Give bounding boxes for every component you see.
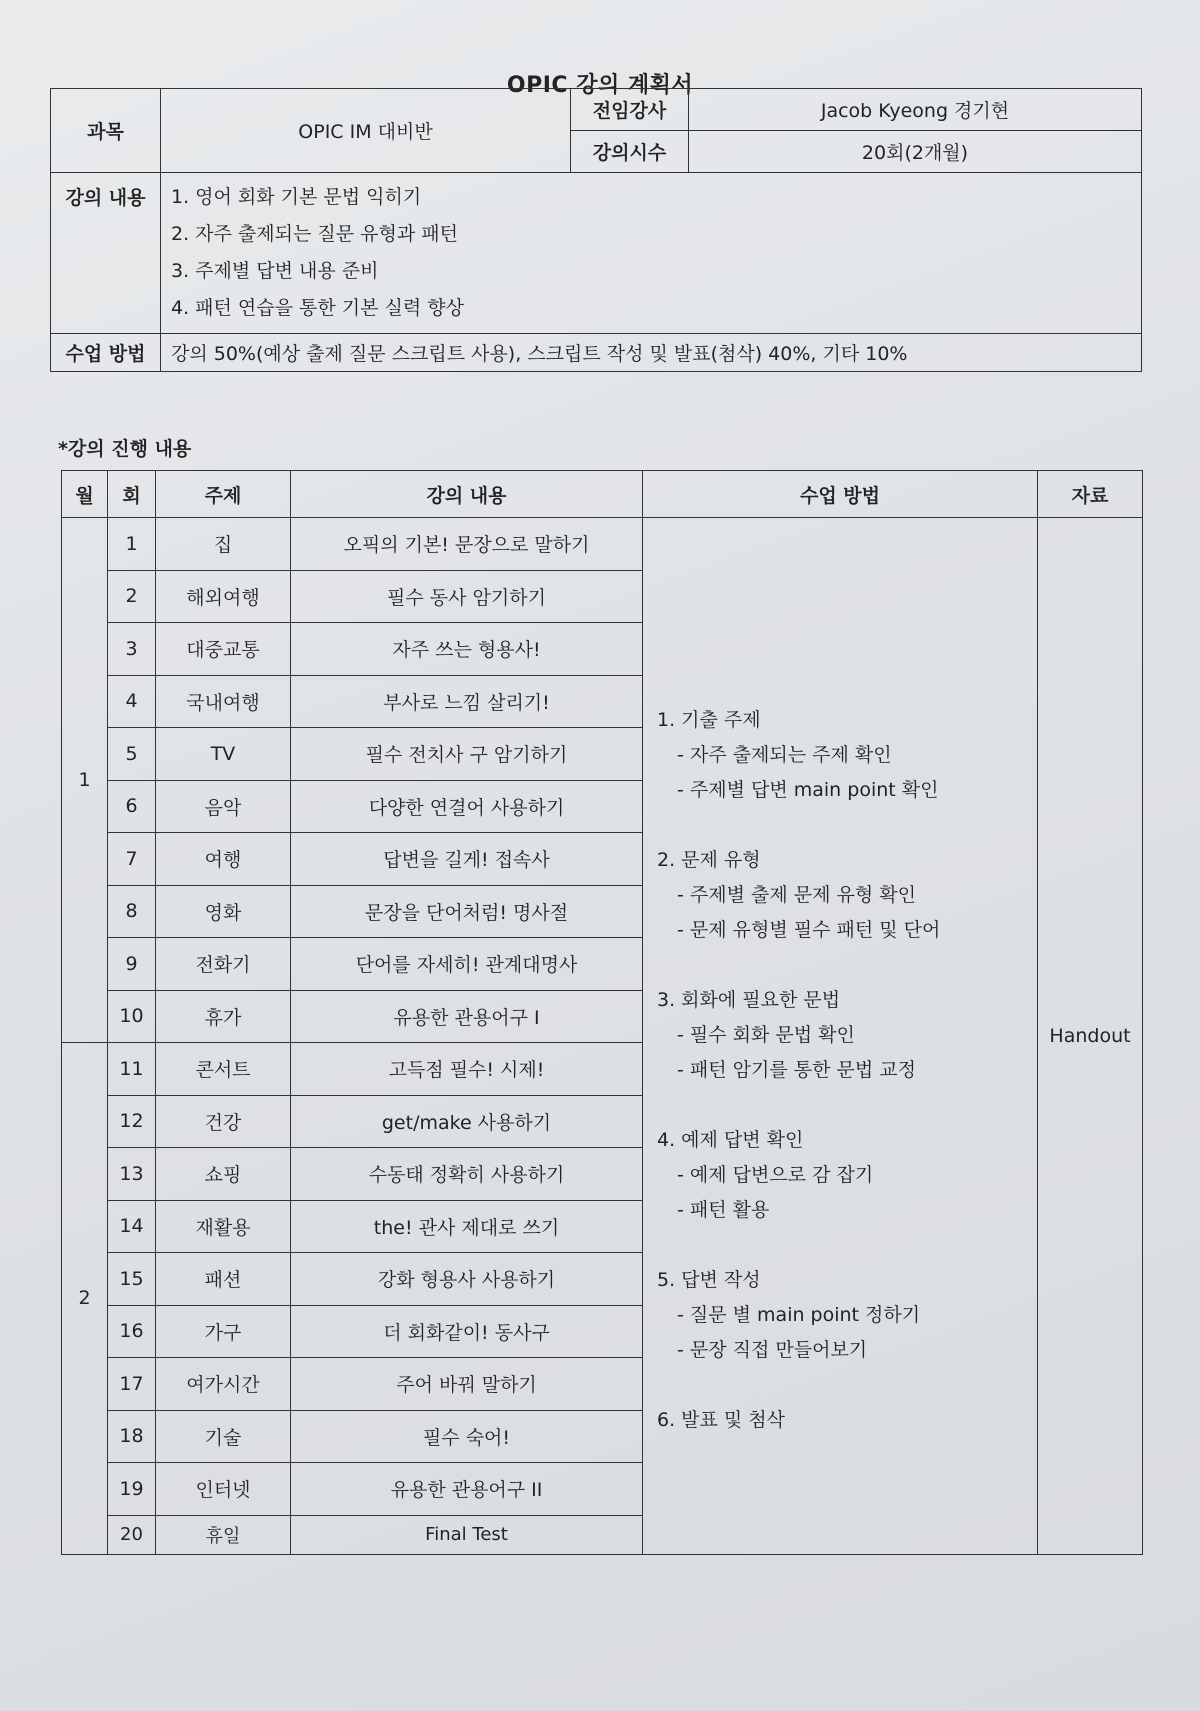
method-heading: 3. 회화에 필요한 문법 — [657, 989, 841, 1011]
session-topic: 집 — [156, 518, 291, 571]
method-item: - 필수 회화 문법 확인 — [677, 1024, 855, 1046]
session-content: 문장을 단어처럼! 명사절 — [291, 885, 643, 938]
content-item: 1. 영어 회화 기본 문법 익히기 — [171, 186, 422, 208]
session-content: 단어를 자세히! 관계대명사 — [291, 938, 643, 991]
session-no: 13 — [108, 1148, 156, 1201]
session-content: 오픽의 기본! 문장으로 말하기 — [291, 518, 643, 571]
session-no: 1 — [108, 518, 156, 571]
method-value: 강의 50%(예상 출제 질문 스크립트 사용), 스크립트 작성 및 발표(첨삭) 40%, 기타 10% — [161, 334, 1142, 372]
method-heading: 6. 발표 및 첨삭 — [657, 1409, 786, 1431]
method-heading: 1. 기출 주제 — [657, 709, 761, 731]
session-topic: 휴일 — [156, 1515, 291, 1554]
session-topic: 음악 — [156, 780, 291, 833]
header-session: 회 — [108, 471, 156, 518]
session-no: 15 — [108, 1253, 156, 1306]
material-cell: Handout — [1038, 518, 1143, 1555]
method-item: - 패턴 암기를 통한 문법 교정 — [677, 1059, 916, 1081]
session-topic: 휴가 — [156, 990, 291, 1043]
session-content: 고득점 필수! 시제! — [291, 1043, 643, 1096]
session-topic: 콘서트 — [156, 1043, 291, 1096]
instructor-value: Jacob Kyeong 경기현 — [689, 89, 1142, 131]
session-content: 더 회화같이! 동사구 — [291, 1305, 643, 1358]
month-cell: 2 — [62, 1043, 108, 1555]
session-topic: TV — [156, 728, 291, 781]
content-item: 2. 자주 출제되는 질문 유형과 패턴 — [171, 223, 458, 245]
hours-value: 20회(2개월) — [689, 131, 1142, 173]
session-no: 5 — [108, 728, 156, 781]
header-content: 강의 내용 — [291, 471, 643, 518]
session-no: 6 — [108, 780, 156, 833]
method-group — [657, 1403, 1023, 1438]
session-no: 10 — [108, 990, 156, 1043]
method-item: - 패턴 활용 — [677, 1199, 770, 1221]
instructor-label: 전임강사 — [571, 89, 689, 131]
method-group — [657, 703, 1023, 808]
session-topic: 쇼핑 — [156, 1148, 291, 1201]
method-heading: 2. 문제 유형 — [657, 849, 761, 871]
course-info-table — [50, 88, 1142, 372]
session-no: 12 — [108, 1095, 156, 1148]
session-content: the! 관사 제대로 쓰기 — [291, 1200, 643, 1253]
session-content: 다양한 연결어 사용하기 — [291, 780, 643, 833]
schedule-section-label: *강의 진행 내용 — [58, 438, 192, 460]
session-content: 유용한 관용어구 I — [291, 990, 643, 1043]
method-label: 수업 방법 — [51, 334, 161, 372]
content-item: 4. 패턴 연습을 통한 기본 실력 향상 — [171, 297, 464, 319]
document-title: OPIC 강의 계획서 — [506, 73, 694, 98]
session-content: 필수 동사 암기하기 — [291, 570, 643, 623]
session-topic: 인터넷 — [156, 1463, 291, 1516]
session-topic: 대중교통 — [156, 623, 291, 676]
month-cell: 1 — [62, 518, 108, 1043]
content-item: 3. 주제별 답변 내용 준비 — [171, 260, 379, 282]
session-topic: 건강 — [156, 1095, 291, 1148]
session-content: 필수 전치사 구 암기하기 — [291, 728, 643, 781]
session-no: 7 — [108, 833, 156, 886]
session-content: 강화 형용사 사용하기 — [291, 1253, 643, 1306]
header-topic: 주제 — [156, 471, 291, 518]
session-no: 19 — [108, 1463, 156, 1516]
method-item: - 자주 출제되는 주제 확인 — [677, 744, 892, 766]
header-month: 월 — [62, 471, 108, 518]
session-topic: 기술 — [156, 1410, 291, 1463]
session-content: 자주 쓰는 형용사! — [291, 623, 643, 676]
method-heading: 5. 답변 작성 — [657, 1269, 761, 1291]
method-group — [657, 1263, 1023, 1368]
session-topic: 여가시간 — [156, 1358, 291, 1411]
header-material: 자료 — [1038, 471, 1143, 518]
method-heading: 4. 예제 답변 확인 — [657, 1129, 804, 1151]
session-no: 11 — [108, 1043, 156, 1096]
session-topic: 재활용 — [156, 1200, 291, 1253]
session-no: 9 — [108, 938, 156, 991]
session-topic: 전화기 — [156, 938, 291, 991]
session-topic: 가구 — [156, 1305, 291, 1358]
session-topic: 여행 — [156, 833, 291, 886]
method-group — [657, 843, 1023, 948]
session-content: Final Test — [291, 1515, 643, 1554]
method-item: - 문장 직접 만들어보기 — [677, 1339, 868, 1361]
hours-label: 강의시수 — [571, 131, 689, 173]
subject-label: 과목 — [51, 89, 161, 173]
session-no: 18 — [108, 1410, 156, 1463]
session-content: 수동태 정확히 사용하기 — [291, 1148, 643, 1201]
method-group — [657, 1123, 1023, 1228]
session-topic: 국내여행 — [156, 675, 291, 728]
session-no: 4 — [108, 675, 156, 728]
session-content: 주어 바꿔 말하기 — [291, 1358, 643, 1411]
session-topic: 패션 — [156, 1253, 291, 1306]
methods-cell — [643, 518, 1038, 1555]
session-topic: 해외여행 — [156, 570, 291, 623]
method-item: - 주제별 답변 main point 확인 — [677, 779, 939, 801]
session-content: 필수 숙어! — [291, 1410, 643, 1463]
schedule-table — [61, 470, 1143, 1555]
session-content: 답변을 길게! 접속사 — [291, 833, 643, 886]
method-item: - 문제 유형별 필수 패턴 및 단어 — [677, 919, 941, 941]
session-topic: 영화 — [156, 885, 291, 938]
method-item: - 예제 답변으로 감 잡기 — [677, 1164, 874, 1186]
session-no: 14 — [108, 1200, 156, 1253]
session-no: 17 — [108, 1358, 156, 1411]
method-group — [657, 983, 1023, 1088]
session-no: 20 — [108, 1515, 156, 1554]
session-no: 2 — [108, 570, 156, 623]
session-content: get/make 사용하기 — [291, 1095, 643, 1148]
method-item: - 질문 별 main point 정하기 — [677, 1304, 921, 1326]
session-content: 유용한 관용어구 II — [291, 1463, 643, 1516]
table-row — [62, 518, 1143, 571]
method-item: - 주제별 출제 문제 유형 확인 — [677, 884, 916, 906]
subject-value: OPIC IM 대비반 — [161, 89, 571, 173]
session-content: 부사로 느낌 살리기! — [291, 675, 643, 728]
session-no: 3 — [108, 623, 156, 676]
content-label: 강의 내용 — [51, 173, 161, 334]
header-method: 수업 방법 — [643, 471, 1038, 518]
content-list — [161, 173, 1142, 334]
session-no: 8 — [108, 885, 156, 938]
session-no: 16 — [108, 1305, 156, 1358]
